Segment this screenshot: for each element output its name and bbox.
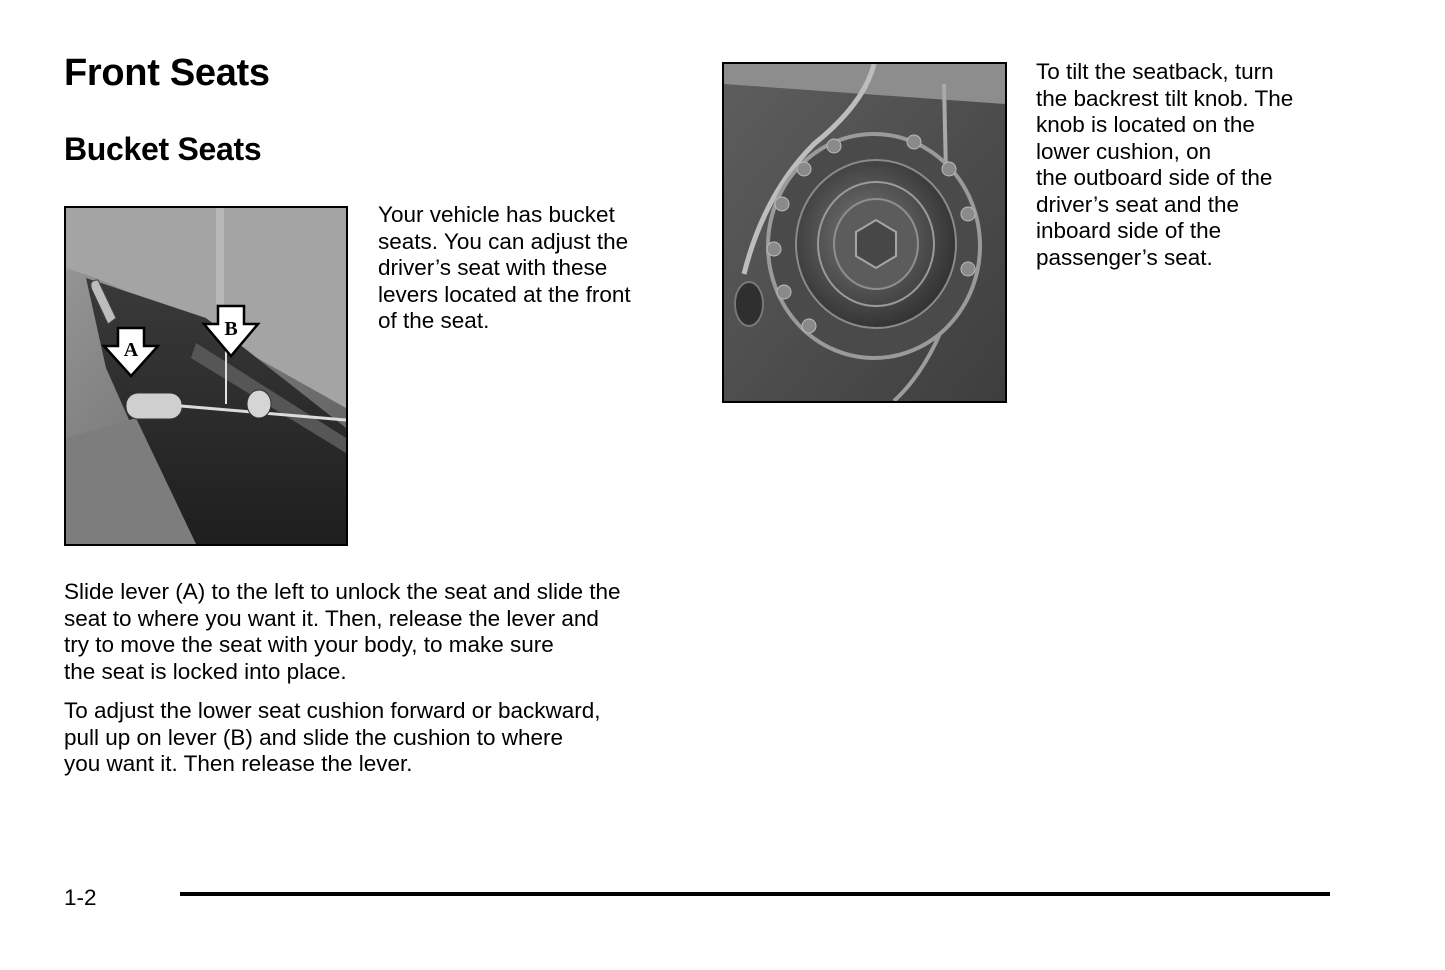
tilt-knob-photo — [722, 62, 1007, 403]
arrow-b-label: B — [224, 318, 238, 340]
intro-paragraph — [378, 202, 698, 335]
tilt-line: the backrest tilt knob. The — [1036, 85, 1294, 111]
arrow-a-label: A — [123, 339, 139, 361]
lever-a-line: Slide lever (A) to the left to unlock the seat and slide the — [64, 579, 621, 604]
footer-rule — [180, 892, 1330, 896]
tilt-knob-illustration — [724, 64, 1005, 401]
lever-b-paragraph — [64, 698, 704, 778]
page-title: Front Seats — [64, 52, 270, 94]
intro-line: levers located at the front — [378, 281, 631, 307]
lever-b-line: pull up on lever (B) and slide the cushion to where — [64, 724, 564, 750]
seat-levers-illustration — [66, 208, 346, 544]
tilt-paragraph — [1036, 59, 1416, 271]
tilt-line: To tilt the seatback, turn — [1036, 59, 1274, 84]
page-number: 1-2 — [64, 885, 97, 910]
intro-line: Your vehicle has bucket — [378, 202, 615, 227]
section-subtitle: Bucket Seats — [64, 131, 262, 167]
lever-a-paragraph — [64, 579, 704, 685]
seat-levers-photo — [64, 206, 348, 546]
lever-a-line: the seat is locked into place. — [64, 658, 347, 684]
tilt-line: inboard side of the — [1036, 218, 1222, 243]
lever-b-line: To adjust the lower seat cushion forward or backward, — [64, 698, 601, 723]
lever-b-line: you want it. Then release the lever. — [64, 751, 413, 776]
lever-a-line: try to move the seat with your body, to make sure — [64, 632, 554, 657]
intro-line: of the seat. — [378, 308, 490, 333]
tilt-line: lower cushion, on — [1036, 138, 1212, 164]
lever-a-line: seat to where you want it. Then, release the lever and — [64, 605, 599, 631]
tilt-line: knob is located on the — [1036, 112, 1255, 137]
tilt-line: passenger’s seat. — [1036, 244, 1213, 270]
tilt-line: the outboard side of the — [1036, 165, 1273, 190]
intro-line: seats. You can adjust the — [378, 228, 629, 254]
tilt-line: driver’s seat and the — [1036, 191, 1240, 217]
intro-line: driver’s seat with these — [378, 255, 608, 280]
